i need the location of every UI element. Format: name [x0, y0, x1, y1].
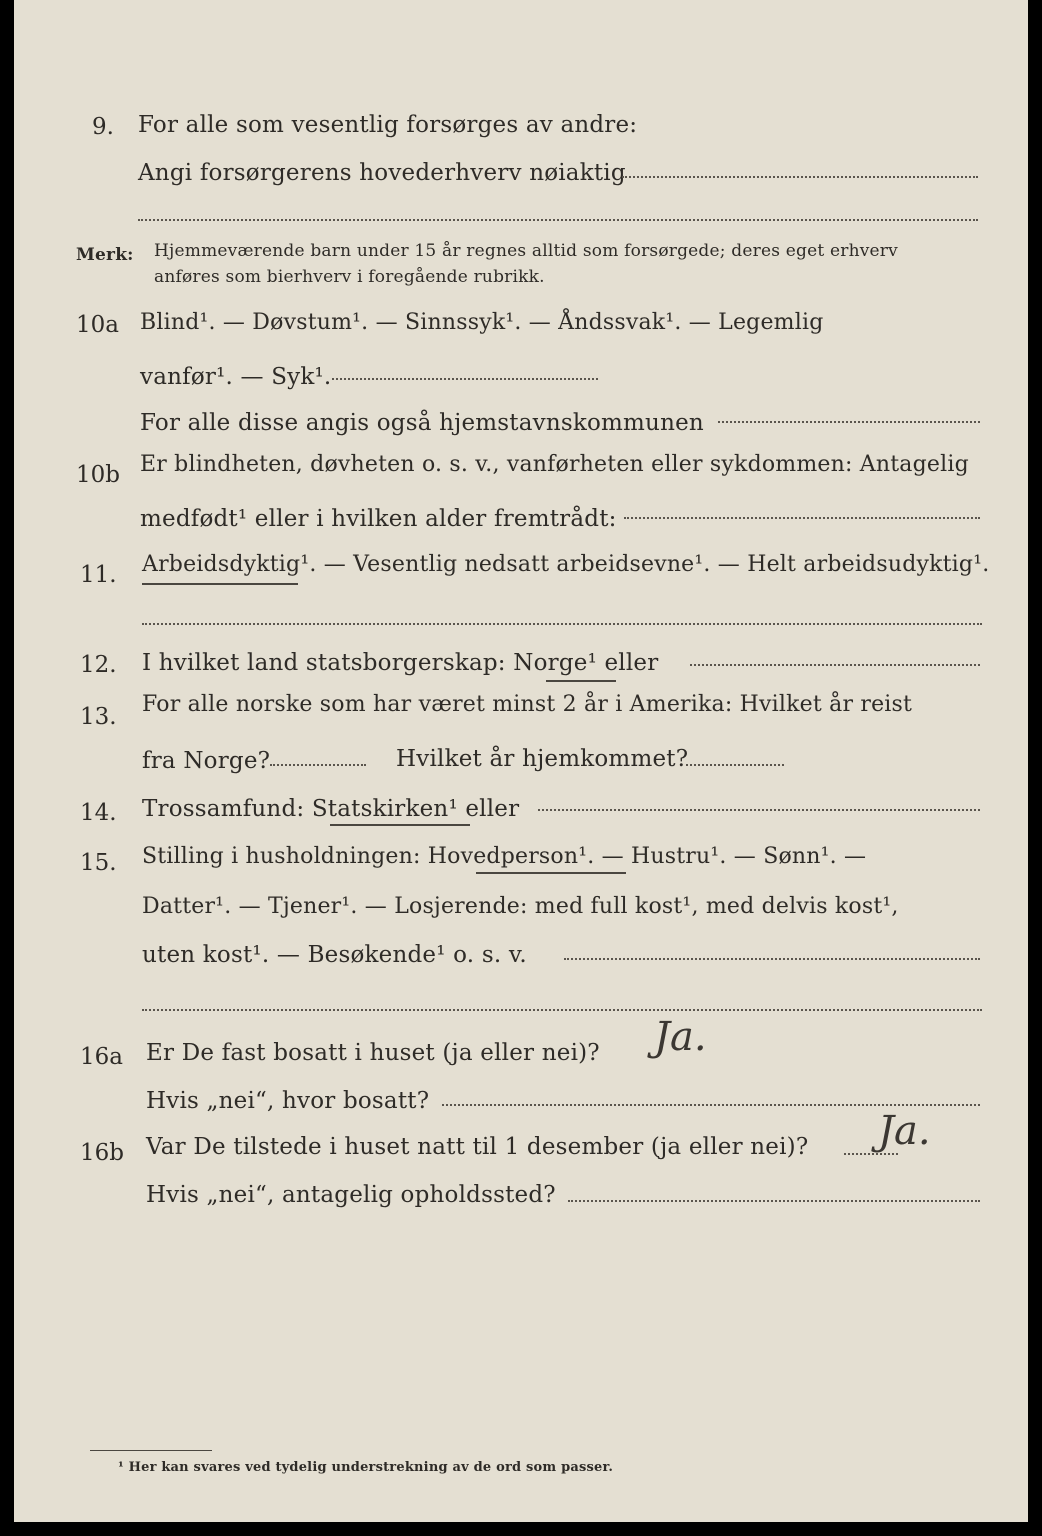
q16b-text: Var De tilstede i huset natt til 1 desember (ja eller nei)?: [146, 1134, 809, 1160]
merk-text-2: anføres som bierhverv i foregående rubrikk.: [154, 267, 545, 287]
q16b-answer-line: [844, 1153, 898, 1155]
q9-answer-line-2: [138, 219, 978, 221]
q10b-text-2: medfødt¹ eller i hvilken alder fremtrådt:: [140, 506, 617, 532]
q15-number: 15.: [80, 850, 117, 876]
q11-number: 11.: [80, 562, 117, 588]
merk-label: Merk:: [76, 245, 134, 265]
q9-text-2: Angi forsørgerens hovederhverv nøiaktig: [138, 160, 626, 186]
q13-text-2a: fra Norge?: [142, 748, 271, 774]
q11-answer-line: [142, 623, 982, 625]
q9-text: For alle som vesentlig forsørges av andre:: [138, 112, 638, 138]
q10b-number: 10b: [76, 462, 120, 488]
q15-underline: [476, 872, 626, 874]
q10a-number: 10a: [76, 312, 119, 338]
q14-text: Trossamfund: Statskirken¹ eller: [142, 796, 520, 822]
q15-answer-line: [564, 958, 980, 960]
q10a-text-2: vanfør¹. — Syk¹.: [140, 364, 332, 390]
q13-text: For alle norske som har været minst 2 år i Amerika: Hvilket år reist: [142, 692, 913, 717]
q15-text: Stilling i husholdningen: Hovedperson¹. — Hustru¹. — Sønn¹. —: [142, 844, 867, 869]
q14-underline: [330, 824, 470, 826]
q11-underline: [142, 583, 298, 585]
q16a-handwritten-answer: Ja.: [654, 1014, 707, 1060]
q12-answer-line: [690, 664, 980, 666]
q16a-answer-line: [442, 1104, 980, 1106]
q16b-text-2: Hvis „nei“, antagelig opholdssted?: [146, 1182, 556, 1208]
q13-answer-line-2: [686, 764, 784, 766]
q14-answer-line: [538, 809, 980, 811]
q13-text-2b: Hvilket år hjemkommet?: [396, 746, 689, 772]
q15-answer-line-2: [142, 1009, 982, 1011]
q10a-text: Blind¹. — Døvstum¹. — Sinnssyk¹. — Åndssvak¹. — Legemlig: [140, 310, 824, 335]
q10b-text: Er blindheten, døvheten o. s. v., vanførheten eller sykdommen: Antagelig: [140, 452, 969, 477]
q9-number: 9.: [92, 114, 114, 140]
q10a-answer-line-2: [718, 421, 980, 423]
q16b-number: 16b: [80, 1140, 124, 1166]
q16a-text: Er De fast bosatt i huset (ja eller nei)?: [146, 1040, 600, 1066]
footnote-text: ¹ Her kan svares ved tydelig understrekning av de ord som passer.: [118, 1460, 614, 1475]
q10b-answer-line: [624, 517, 980, 519]
q14-number: 14.: [80, 800, 117, 826]
q12-underline: [546, 680, 616, 682]
q11-text: Arbeidsdyktig¹. — Vesentlig nedsatt arbeidsevne¹. — Helt arbeidsudyktig¹.: [142, 552, 990, 577]
q10a-answer-line: [332, 378, 598, 380]
q9-answer-line: [622, 176, 978, 178]
q15-text-3: uten kost¹. — Besøkende¹ o. s. v.: [142, 942, 527, 968]
q13-answer-line: [270, 764, 366, 766]
q15-text-2: Datter¹. — Tjener¹. — Losjerende: med full kost¹, med delvis kost¹,: [142, 894, 899, 919]
q16b-handwritten-answer: Ja.: [878, 1108, 931, 1154]
form-page: [14, 0, 1028, 1522]
q10a-text-3: For alle disse angis også hjemstavnskommunen: [140, 410, 704, 436]
q16a-text-2: Hvis „nei“, hvor bosatt?: [146, 1088, 430, 1114]
q16b-answer-line-2: [568, 1200, 980, 1202]
q13-number: 13.: [80, 704, 117, 730]
q12-number: 12.: [80, 652, 117, 678]
q16a-number: 16a: [80, 1044, 123, 1070]
merk-text: Hjemmeværende barn under 15 år regnes alltid som forsørgede; deres eget erhverv: [154, 241, 898, 261]
footnote-rule: [90, 1450, 212, 1451]
q12-text: I hvilket land statsborgerskap: Norge¹ eller: [142, 650, 659, 676]
